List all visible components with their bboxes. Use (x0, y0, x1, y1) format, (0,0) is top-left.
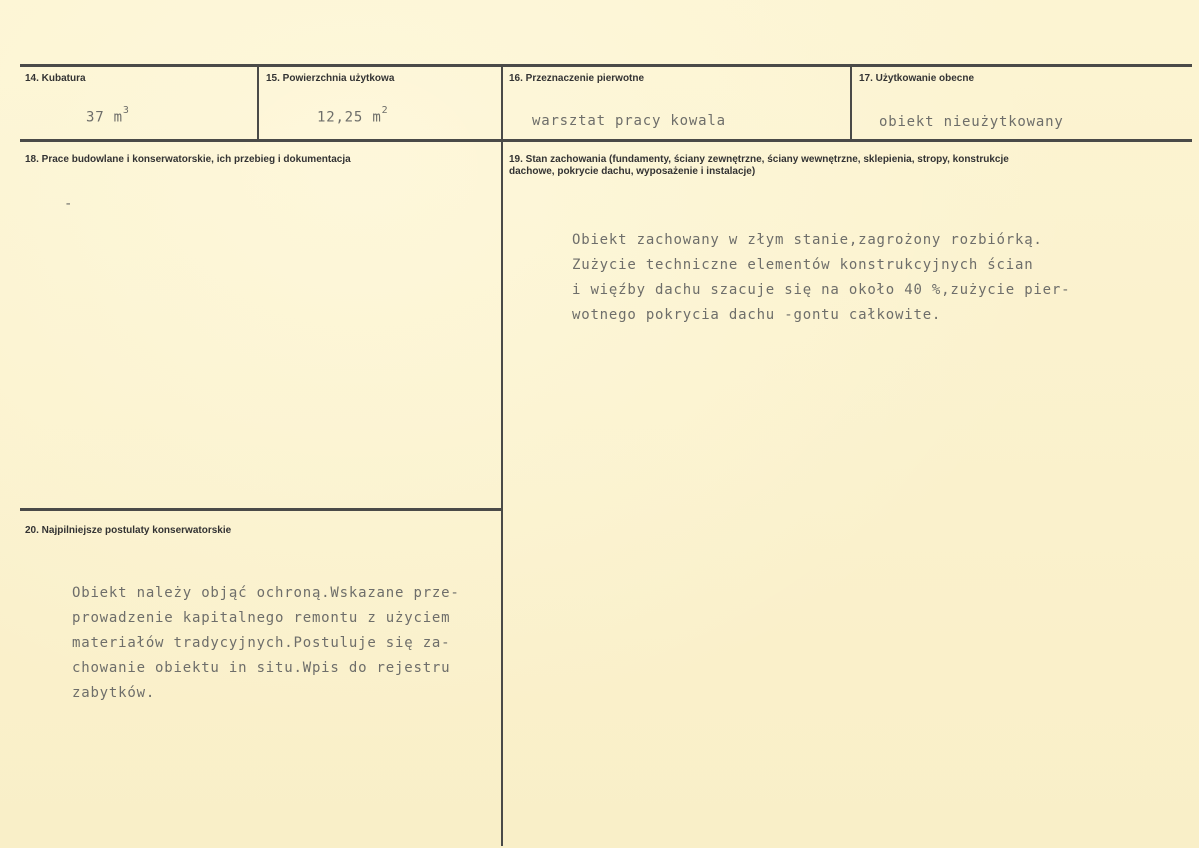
field-19-line: i więźby dachu szacuje się na około 40 %,zużycie pier- (572, 282, 1071, 298)
field-20-label: 20. Najpilniejsze postulaty konserwatorskie (25, 525, 232, 536)
field-15-number: 12,25 m (317, 109, 382, 126)
field-17-value: obiekt nieużytkowany (879, 114, 1064, 130)
field-18-label: 18. Prace budowlane i konserwatorskie, ich przebieg i dokumentacja (25, 154, 351, 165)
field-15-value (317, 105, 389, 126)
field-20-line: Obiekt należy objąć ochroną.Wskazane prze- (72, 585, 460, 601)
field-20-line: zabytków. (72, 685, 156, 701)
field-19-line: Obiekt zachowany w złym stanie,zagrożony rozbiórką. (572, 232, 1043, 248)
field-19-text (572, 228, 1070, 328)
field-14-unit-exponent: 3 (122, 105, 130, 116)
field-16-value: warsztat pracy kowala (532, 113, 726, 129)
field-19-line: wotnego pokrycia dachu -gontu całkowite. (572, 307, 942, 323)
field-19-line: Zużycie techniczne elementów konstrukcyjnych ścian (572, 257, 1034, 273)
divider-15-16 (501, 66, 503, 846)
row1-bottom-rule (20, 139, 1192, 142)
divider-16-17 (850, 66, 852, 140)
field-20-line: chowanie obiektu in situ.Wpis do rejestru (72, 660, 451, 676)
field-14-value (86, 105, 130, 126)
field-20-text (72, 581, 460, 706)
field-20-line: materiałów tradycyjnych.Postuluje się za- (72, 635, 451, 651)
f18-bottom-rule (20, 508, 502, 511)
field-15-unit-exponent: 2 (381, 105, 389, 116)
top-rule (20, 64, 1192, 67)
field-19-label: 19. Stan zachowania (fundamenty, ściany zewnętrzne, ściany wewnętrzne, sklepienia, stropy, konstrukcje dachowe, pokrycie dachu, wyposażenie i instalacje) (509, 154, 1009, 177)
field-18-value: - (64, 196, 74, 212)
field-15-label: 15. Powierzchnia użytkowa (266, 73, 395, 84)
divider-14-15 (257, 66, 259, 140)
field-17-label: 17. Użytkowanie obecne (859, 73, 975, 84)
field-14-label: 14. Kubatura (25, 73, 86, 84)
field-16-label: 16. Przeznaczenie pierwotne (509, 73, 645, 84)
field-14-number: 37 m (86, 109, 123, 126)
field-20-line: prowadzenie kapitalnego remontu z użyciem (72, 610, 451, 626)
